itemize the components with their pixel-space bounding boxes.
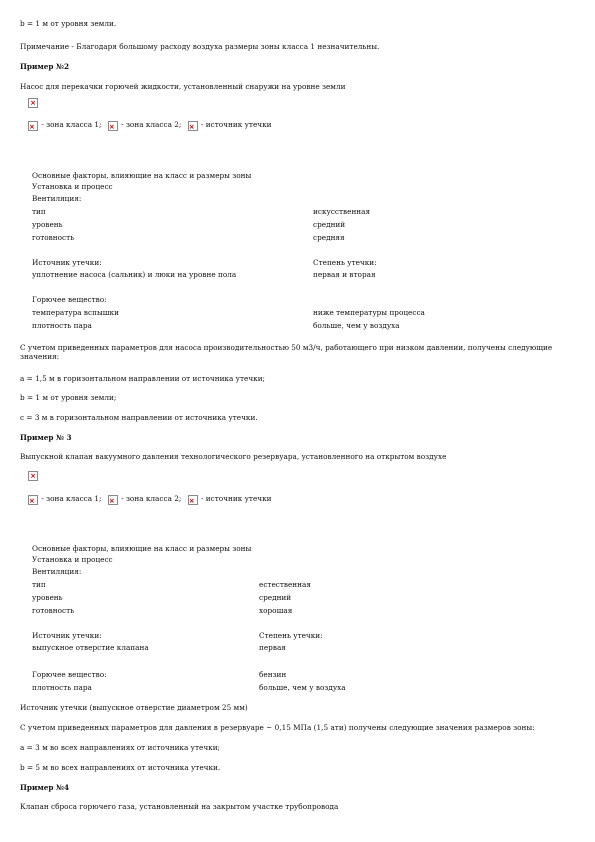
fuel-label: Горючее вещество:: [32, 295, 107, 304]
c-distance-line: c = 3 м в горизонтальном направлении от источника утечки.: [20, 413, 258, 422]
vent-readiness-label: готовность: [32, 233, 75, 242]
source-image-icon: ×: [188, 121, 198, 131]
vent-level-value: средний: [259, 593, 292, 602]
degree-value: первая и вторая: [313, 270, 376, 279]
degree-label: Степень утечки:: [259, 631, 323, 640]
degree-value: первая: [259, 643, 286, 652]
vapor-density-value: больше, чем у воздуха: [259, 683, 346, 692]
fuel-value: бензин: [259, 670, 287, 679]
zone-1-image-icon: ×: [28, 121, 38, 131]
broken-image-icon: ×: [28, 98, 38, 108]
b-distance-line: b = 1 м от уровня земли;: [20, 393, 117, 402]
example-2-legend: [28, 120, 272, 131]
flash-point-value: ниже температуры процесса: [313, 308, 425, 317]
fuel-label: Горючее вещество:: [32, 670, 107, 679]
source-label: Источник утечки:: [32, 631, 102, 640]
zone-1-image-icon: ×: [28, 495, 38, 505]
factors-title: Основные факторы, влияющие на класс и размеры зоны: [32, 171, 252, 180]
factors-title: Основные факторы, влияющие на класс и размеры зоны: [32, 544, 252, 553]
vent-readiness-value: средняя: [313, 233, 345, 242]
ventilation-label: Вентиляция:: [32, 567, 82, 576]
source-image-icon: ×: [188, 495, 198, 505]
legend-source: - источник утечки: [201, 494, 272, 503]
source-note: Источник утечки (выпускное отверстие диаметром 25 мм): [20, 703, 248, 712]
degree-label: Степень утечки:: [313, 258, 377, 267]
vapor-density-value: больше, чем у воздуха: [313, 321, 400, 330]
example-3-subtitle: Выпускной клапан вакуумного давления технологического резервуара, установленного на открытом воздухе: [20, 452, 447, 461]
a-distance-line: a = 1,5 м в горизонтальном направлении от источника утечки;: [20, 374, 266, 383]
install-label: Установка и процесс: [32, 182, 113, 191]
example-4-subtitle: Клапан сброса горючего газа, установленный на закрытом участке трубопровода: [20, 802, 339, 811]
example-2-subtitle: Насос для перекачки горючей жидкости, установленный снаружи на уровне земли: [20, 82, 346, 91]
vent-level-label: уровень: [32, 220, 63, 229]
source-label: Источник утечки:: [32, 258, 102, 267]
zone-2-image-icon: ×: [108, 495, 118, 505]
vent-type-label: тип: [32, 207, 46, 216]
vapor-density-label: плотность пара: [32, 683, 92, 692]
conclusion-text: С учетом приведенных параметров для насоса производительностью 50 м3/ч, работающего при низком давлении, получены следующие значения:: [20, 343, 553, 361]
vent-level-label: уровень: [32, 593, 63, 602]
a-distance-line: a = 3 м во всех направлениях от источника утечки;: [20, 743, 221, 752]
vent-readiness-value: хорошая: [259, 606, 293, 615]
example-4-title: Пример №4: [20, 783, 70, 792]
b-distance-line: b = 1 м от уровня земли.: [20, 19, 117, 28]
example-3-legend: [28, 494, 272, 505]
legend-zone-2: - зона класса 2;: [121, 494, 182, 503]
vapor-density-label: плотность пара: [32, 321, 92, 330]
source-value: уплотнение насоса (сальник) и люки на уровне пола: [32, 270, 237, 279]
example-3-title: Пример № 3: [20, 433, 72, 442]
broken-image-icon: ×: [28, 471, 38, 481]
legend-zone-2: - зона класса 2;: [121, 120, 182, 129]
legend-zone-1: - зона класса 1;: [41, 120, 102, 129]
legend-zone-1: - зона класса 1;: [41, 494, 102, 503]
vent-type-label: тип: [32, 580, 46, 589]
source-value: выпускное отверстие клапана: [32, 643, 149, 652]
vent-readiness-label: готовность: [32, 606, 75, 615]
vent-level-value: средний: [313, 220, 346, 229]
note-text: Примечание - Благодаря большому расходу воздуха размеры зоны класса 1 незначительны.: [20, 42, 380, 51]
vent-type-value: естественная: [259, 580, 311, 589]
vent-type-value: искусственная: [313, 207, 371, 216]
legend-source: - источник утечки: [201, 120, 272, 129]
install-label: Установка и процесс: [32, 555, 113, 564]
example-2-title: Пример №2: [20, 62, 70, 71]
flash-point-label: температура вспышки: [32, 308, 119, 317]
ventilation-label: Вентиляция:: [32, 194, 82, 203]
b-distance-line: b = 5 м во всех направлениях от источника утечки.: [20, 763, 221, 772]
zone-2-image-icon: ×: [108, 121, 118, 131]
conclusion-text: С учетом приведенных параметров для давления в резервуаре ~ 0,15 МПа (1,5 ати) получены следующие значения размеров зоны:: [20, 723, 535, 732]
